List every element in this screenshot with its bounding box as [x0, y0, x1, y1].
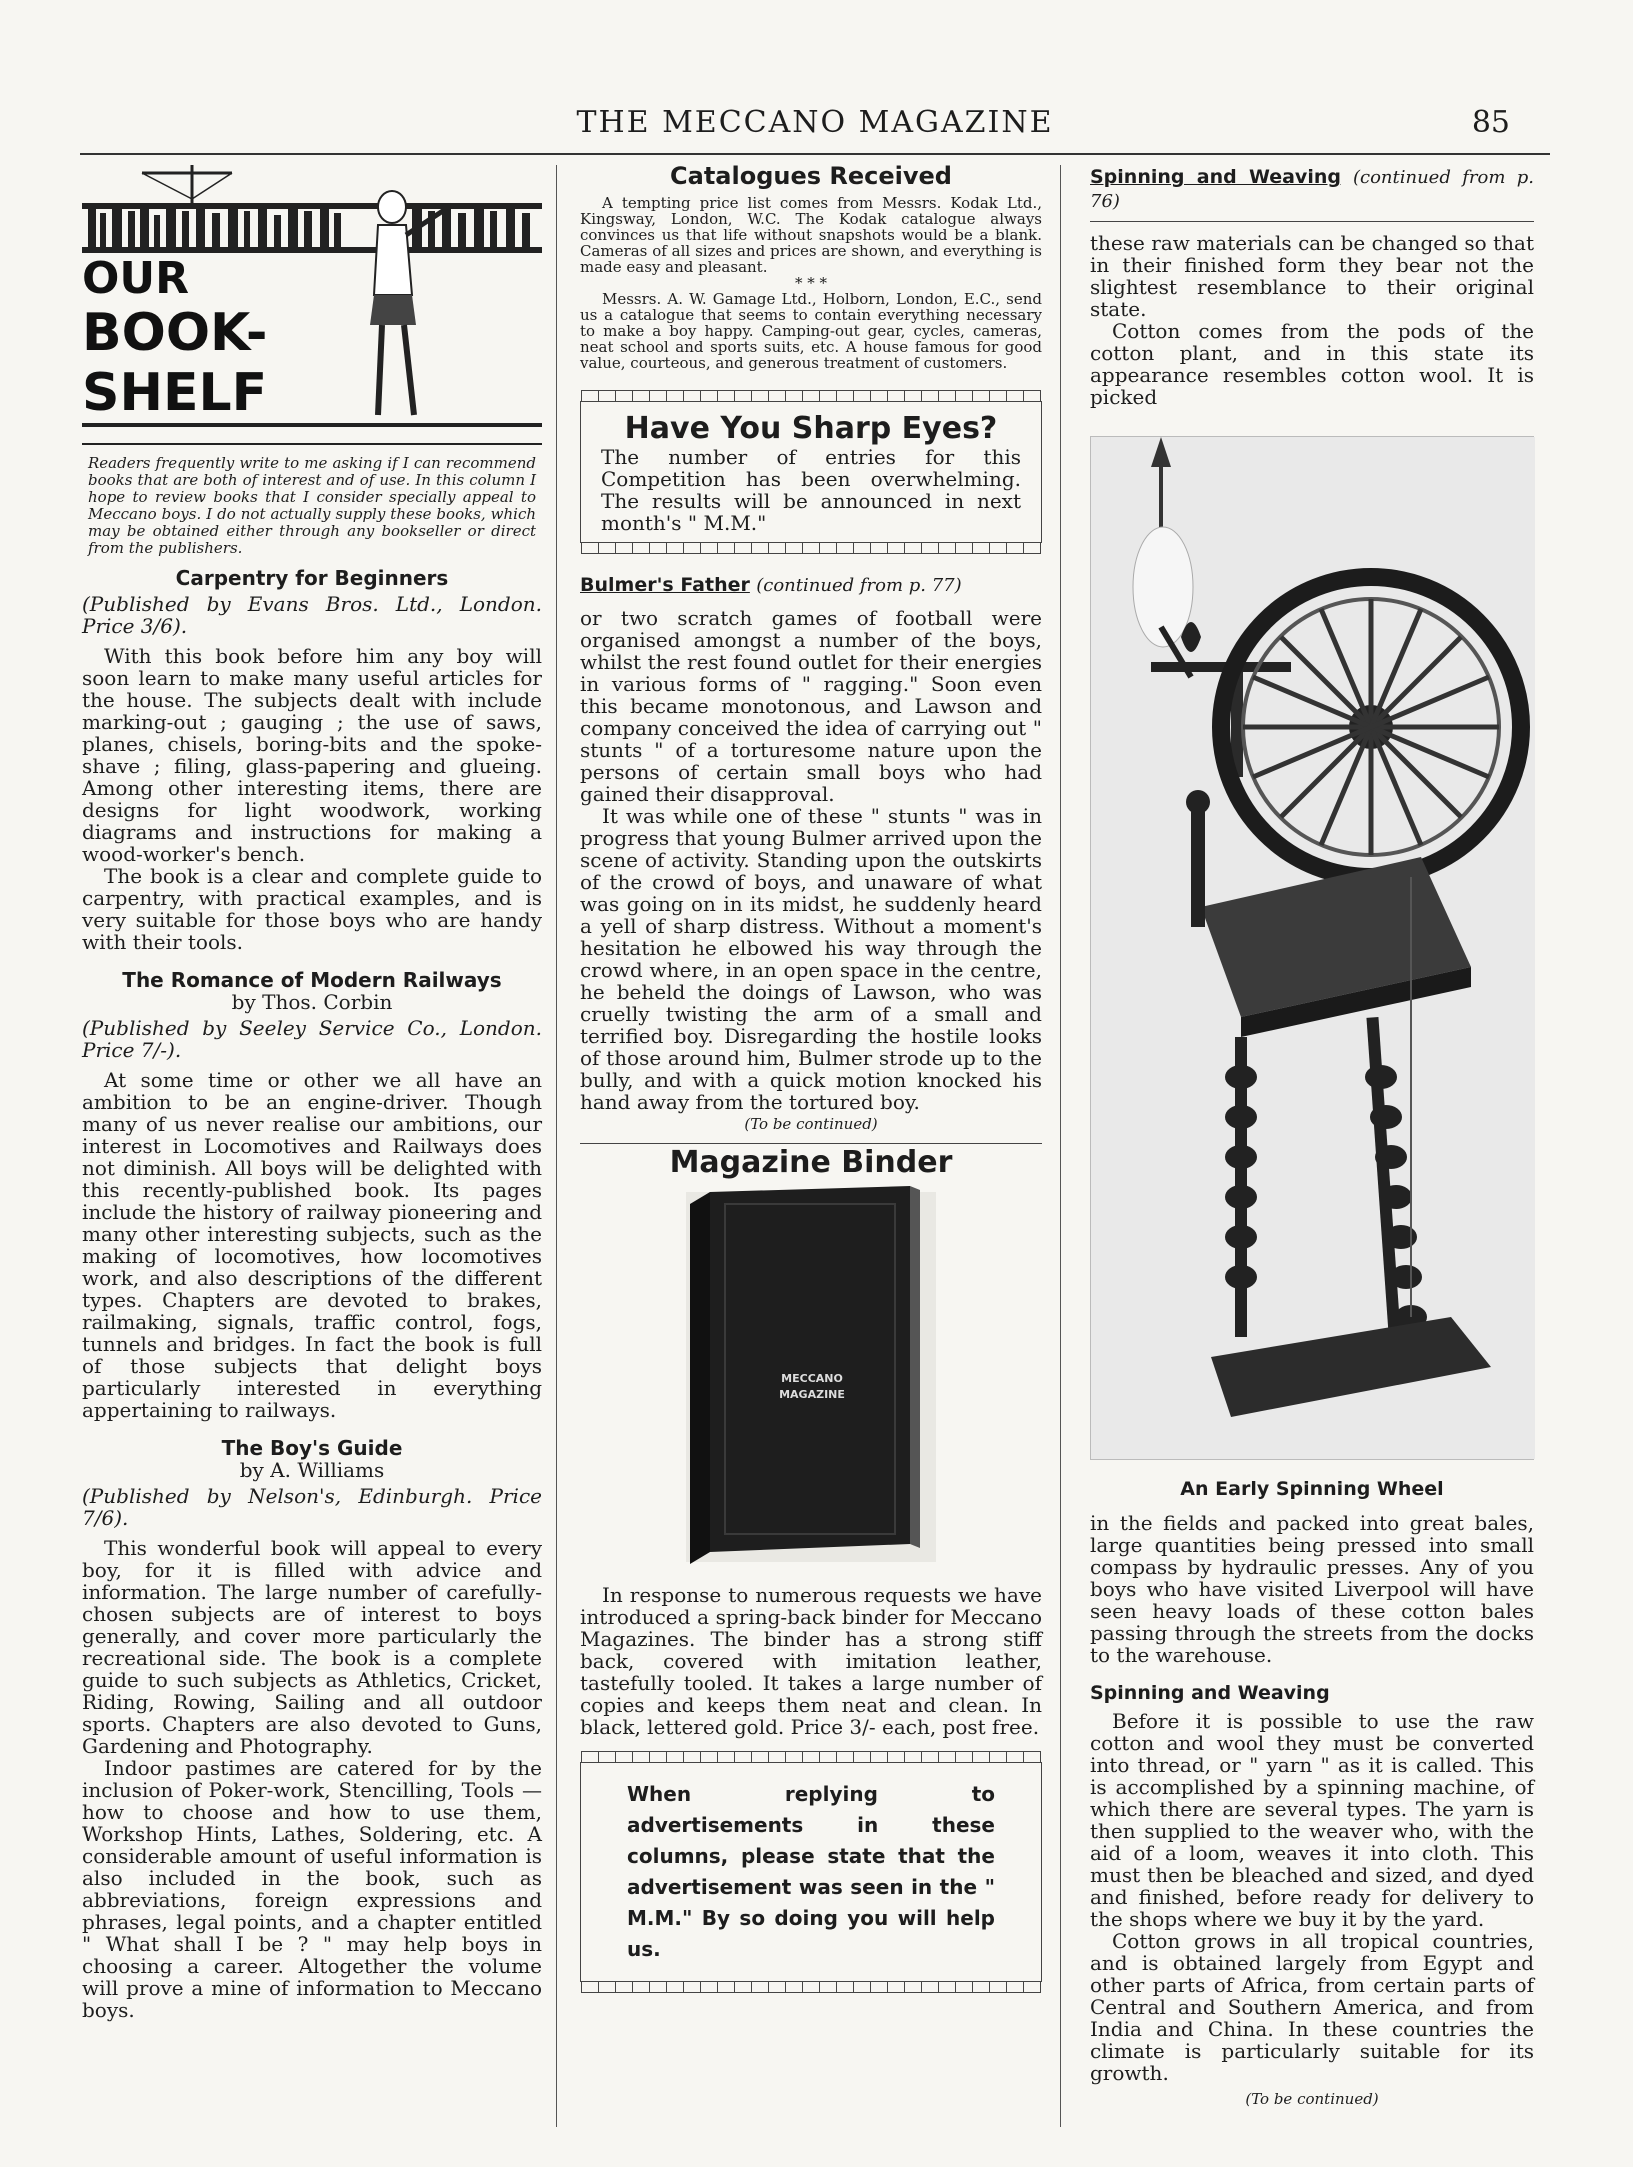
book-publisher: (Published by Seeley Service Co., London. Price 7/-).: [82, 1016, 542, 1062]
column-bookshelf: [82, 165, 542, 2021]
bulmer-continued-from: (continued from p. 77): [756, 575, 962, 596]
spinning-paragraph: these raw materials can be changed so that in their finished form they bear not the slightest resemblance to their original state.: [1090, 231, 1534, 321]
binder-cover-line1: MECCANO: [781, 1372, 843, 1385]
story-paragraph: or two scratch games of football were organised amongst a number of the boys, whilst the rest found outlet for their energies in various forms of " ragging." Soon even this became monotonous, and Lawson and company conceived the idea of carrying out " stunts " of a torturesome nature upon the persons of certain small boys who had gained their disapproval.: [580, 606, 1042, 806]
book-paragraph: This wonderful book will appeal to every boy, for it is filled with advice and information. The large number of carefully-chosen subjects are of interest to boys generally, and cover more particularly the recreational side. The book is a complete guide to such subjects as Athletics, Cricket, Riding, Rowing, Sailing and all outdoor sports. Chapters are also devoted to Guns, Gardening and Photography.: [82, 1536, 542, 1758]
book-author: by A. Williams: [239, 1458, 385, 1482]
spinning-paragraph: Cotton comes from the pods of the cotton plant, and in this state its appearance resembles cotton wool. It is picked: [1090, 319, 1534, 409]
book-paragraph: The book is a clear and complete guide to carpentry, with practical examples, and is very suitable for those boys who are handy with their tools.: [82, 864, 542, 954]
book-paragraph: At some time or other we all have an ambition to be an engine-driver. Though many of us never realise our ambitions, our interest in Locomotives and Railways does not diminish. All boys will be delighted with this recently-published book. Its pages include the history of railway pioneering and many other interesting subjects, such as the making of locomotives, how locomotives work, and also descriptions of the different types. Chapters are devoted to brakes, railmaking, signals, traffic control, fogs, tunnels and bridges. In fact the book is full of those subjects that delight boys particularly interested in everything appertaining to railways.: [82, 1068, 542, 1422]
bookshelf-banner: [82, 165, 542, 445]
section-rule: [1090, 221, 1534, 222]
catalogue-paragraph: Messrs. A. W. Gamage Ltd., Holborn, London, E.C., send us a catalogue that seems to contain everything necessary to make a boy happy. Camping-out gear, cycles, cameras, neat school and sports suits, etc. A house famous for good value, courteous, and generous treatment of customers.: [580, 290, 1042, 372]
spinning-heading: [1090, 165, 1534, 213]
spinning-paragraph: in the fields and packed into great bales, large quantities being pressed into small compass by hydraulic presses. Any of you boys who have visited Liverpool will have seen heavy loads of these cotton bales passing through the streets from the docks to the warehouse.: [1090, 1511, 1534, 1667]
book-paragraph: Indoor pastimes are catered for by the inclusion of Poker-work, Stencilling, Tools —how to choose and how to use them, Workshop Hints, Lathes, Soldering, etc. A considerable amount of useful information is also included in the book, such as abbreviations, foreign expressions and phrases, legal points, and a chapter entitled " What shall I be ? " may help boys in choosing a career. Altogether the volume will prove a mine of information to Meccano boys.: [82, 1756, 542, 2022]
book-title: The Boy's Guide: [221, 1436, 403, 1460]
book-author: by Thos. Corbin: [231, 990, 393, 1014]
book-publisher: (Published by Evans Bros. Ltd., London. Price 3/6).: [82, 592, 542, 638]
spinning-wheel-photo: [1090, 436, 1534, 1460]
binder-text: In response to numerous requests we have introduced a spring-back binder for Meccano Magazines. The binder has a strong stiff back, covered with imitation leather, tastefully tooled. It takes a large number of copies and keeps them neat and clean. In black, lettered gold. Price 3/- each, post free.: [580, 1583, 1042, 1739]
bulmer-heading: [580, 573, 1042, 597]
binder-cover-line2: MAGAZINE: [779, 1388, 845, 1401]
catalogues-title: Catalogues Received: [670, 162, 952, 190]
book-publisher: (Published by Nelson's, Edinburgh. Price 7/6).: [82, 1484, 542, 1530]
header-rule: [80, 153, 1550, 155]
catalogue-paragraph: A tempting price list comes from Messrs. Kodak Ltd., Kingsway, London, W.C. The Kodak catalogue always convinces us that life without snapshots would be a blank. Cameras of all sizes and prices are shown, and everything is made easy and pleasant.: [580, 194, 1042, 276]
to-be-continued: (To be continued): [1245, 2090, 1379, 2108]
spinning-wheel-illustration: [1091, 437, 1535, 1459]
advert-notice-box: [580, 1762, 1042, 1982]
column-spinning: [1090, 165, 1534, 2110]
book-title: The Romance of Modern Railways: [122, 968, 502, 992]
advert-notice: When replying to advertisements in these columns, please state that the advertisement was seen in the " M.M." By so doing you will help us.: [627, 1782, 995, 1961]
column-divider: [556, 165, 557, 2127]
photo-caption: An Early Spinning Wheel: [1180, 1478, 1444, 1500]
bookshelf-intro: Readers frequently write to me asking if I can recommend books that are both of interest and of use. In this column I hope to review books that I consider specially appeal to Meccano boys. I do not actually supply these books, which may be obtained either through any bookseller or direct from the publishers.: [88, 454, 536, 557]
book-paragraph: With this book before him any boy will soon learn to make many useful articles for the house. The subjects dealt with include marking-out ; gauging ; the use of saws, planes, chisels, boring-bits and the spoke-shave ; filing, glass-papering and glueing. Among other interesting items, there are designs for light woodwork, working diagrams and instructions for making a wood-worker's bench.: [82, 644, 542, 866]
magazine-title: THE MECCANO MAGAZINE: [576, 105, 1054, 140]
spinning-subheading: Spinning and Weaving: [1090, 1682, 1330, 1704]
separator-stars: * * *: [794, 274, 828, 292]
sharp-eyes-text: The number of entries for this Competition has been overwhelming. The results will be announced in next month's " M.M.": [601, 445, 1021, 535]
banner-shelf: SHELF: [82, 363, 268, 423]
book-title: Carpentry for Beginners: [175, 566, 449, 590]
to-be-continued: (To be continued): [744, 1115, 878, 1133]
bookshelf-illustration: [82, 165, 542, 443]
sharp-eyes-title: Have You Sharp Eyes?: [624, 411, 998, 446]
sharp-eyes-box: [580, 401, 1042, 543]
binder-image: [580, 1182, 1042, 1572]
banner-our: OUR: [82, 253, 190, 304]
column-middle: [580, 162, 1042, 1992]
binder-title: Magazine Binder: [669, 1145, 953, 1180]
section-rule: [580, 1143, 1042, 1144]
banner-book: BOOK-: [82, 303, 268, 363]
story-paragraph: It was while one of these " stunts " was in progress that young Bulmer arrived upon the scene of activity. Standing upon the outskirts of the crowd of boys, and unaware of what was going on in its midst, he suddenly heard a yell of sharp distress. Without a moment's hesitation he elbowed his way through the crowd where, in an open space in the centre, he beheld the doings of Lawson, who was cruelly twisting the arm of a small and terrified boy. Disregarding the hostile looks of those around him, Bulmer strode up to the bully, and with a quick motion knocked his hand away from the tortured boy.: [580, 804, 1042, 1114]
binder-illustration: [580, 1182, 1042, 1572]
spinning-continued-from: (continued from p. 76): [1090, 167, 1534, 212]
page-number: 85: [1471, 105, 1510, 140]
page-header: [80, 105, 1550, 155]
spinning-paragraph: Before it is possible to use the raw cotton and wool they must be converted into thread, or " yarn " as it is called. This is accomplished by a spinning machine, of which there are several types. The yarn is then supplied to the weaver who, with the aid of a loom, weaves it into cloth. This must then be bleached and sized, and dyed and finished, before ready for delivery to the shops where we buy it by the yard.: [1090, 1709, 1534, 1931]
bulmer-title: Bulmer's Father: [580, 574, 750, 596]
spinning-title: Spinning and Weaving: [1090, 166, 1341, 188]
column-divider: [1060, 165, 1061, 2127]
spinning-paragraph: Cotton grows in all tropical countries, and is obtained largely from Egypt and other parts of Africa, from certain parts of Central and Southern America, and from India and China. In these countries the climate is particularly suitable for its growth.: [1090, 1929, 1534, 2085]
